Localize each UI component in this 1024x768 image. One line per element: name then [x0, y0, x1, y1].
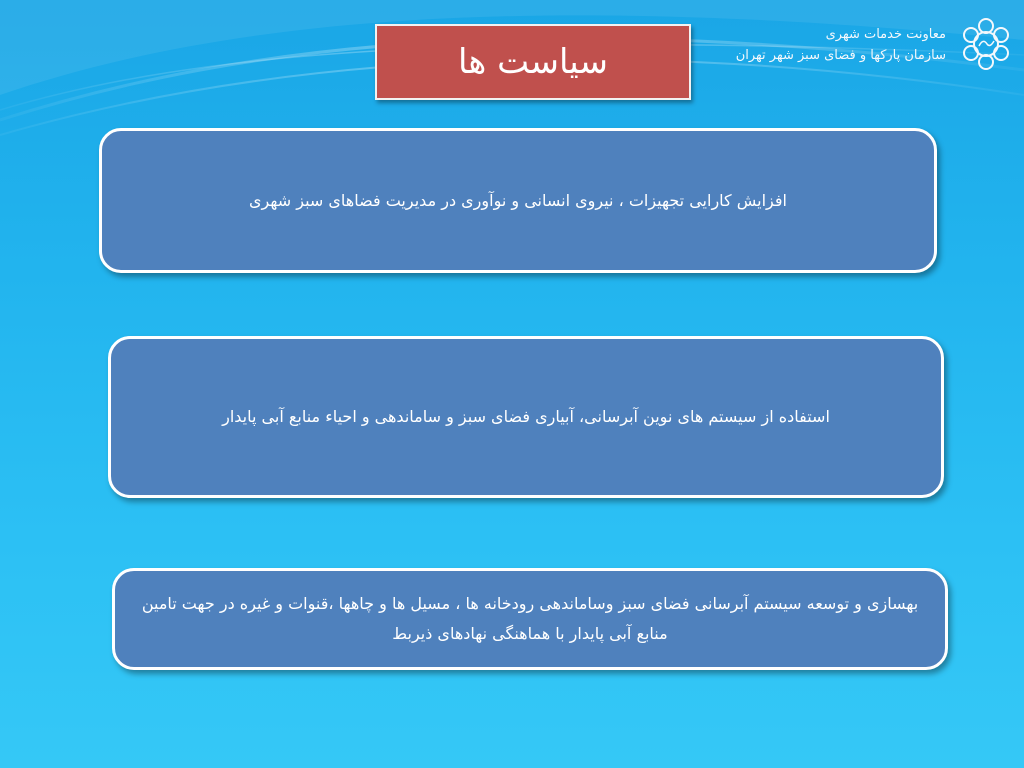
policy-text-2: استفاده از سیستم های نوین آبرسانی، آبیاری فضای سبز و ساماندهی و احیاء منابع آبی پایدار: [222, 407, 830, 426]
tehran-municipality-logo-icon: [958, 16, 1014, 72]
policy-text-3: بهسازی و توسعه سیستم آبرسانی فضای سبز وساماندهی رودخانه ها ، مسیل ها و چاهها ،قنوات و غیره در جهت تامین منابع آبی پایدار با هماهنگی نهادهای ذیربط: [141, 594, 919, 643]
policy-card-1: [99, 128, 937, 273]
slide-title: سیاست ها: [457, 42, 609, 82]
organization-line-1: معاونت خدمات شهری: [825, 27, 946, 42]
policy-text-1: افزایش کارایی تجهیزات ، نیروی انسانی و نوآوری در مدیریت فضاهای سبز شهری: [249, 190, 787, 210]
policy-card-3: [112, 568, 948, 670]
organization-header: [626, 24, 946, 66]
organization-line-2: سازمان پارکها و فضای سبز شهر تهران: [735, 48, 946, 63]
policy-card-2: [108, 336, 944, 498]
